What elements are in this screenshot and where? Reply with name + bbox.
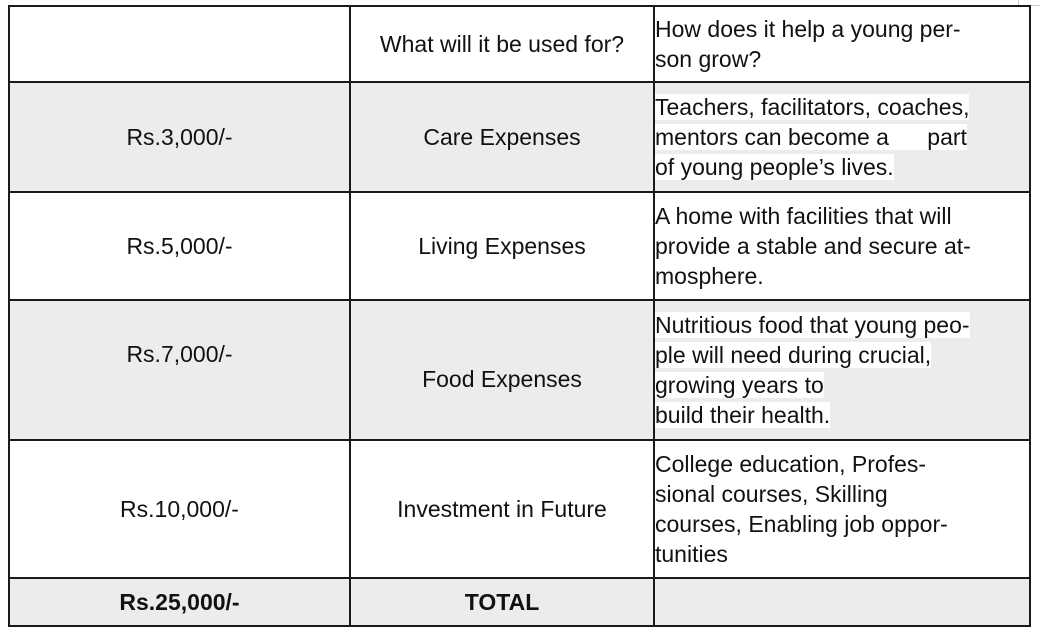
amount-cell: Rs.5,000/-: [9, 192, 350, 300]
donation-breakdown-table: [8, 5, 1031, 627]
table-row-food: [9, 300, 1030, 440]
benefit-cell: [654, 440, 1030, 578]
benefit-line: ple will need during crucial,: [655, 342, 932, 368]
header-benefit-line: How does it help a young per-: [655, 16, 961, 42]
table-header-row: [9, 6, 1030, 82]
table-total-row: [9, 578, 1030, 626]
benefit-line: sional courses, Skilling: [655, 481, 888, 507]
header-benefit-line: son grow?: [655, 46, 762, 72]
benefit-line: Teachers, facilitators, coaches,: [655, 94, 970, 120]
total-label-cell: TOTAL: [350, 578, 654, 626]
amount-cell: Rs.10,000/-: [9, 440, 350, 578]
amount-cell: [9, 82, 350, 192]
total-amount-cell: Rs.25,000/-: [9, 578, 350, 626]
amount-text: Rs.7,000/-: [126, 341, 233, 367]
benefit-line: mosphere.: [655, 263, 764, 289]
use-cell: Investment in Future: [350, 440, 654, 578]
benefit-line: growing years to: [655, 372, 824, 398]
amount-text: Rs.3,000/-: [126, 124, 233, 150]
total-benefit-cell: [654, 578, 1030, 626]
benefit-line: build their health.: [655, 402, 831, 428]
table-row-investment: [9, 440, 1030, 578]
table-row-living: [9, 192, 1030, 300]
benefit-cell: [654, 300, 1030, 440]
use-cell: Care Expenses: [350, 82, 654, 192]
amount-cell: [9, 300, 350, 440]
benefit-cell: [654, 82, 1030, 192]
benefit-line: A home with facilities that will: [655, 203, 952, 229]
use-cell: Living Expenses: [350, 192, 654, 300]
benefit-line: of young people’s lives.: [655, 154, 894, 180]
table-row-care: [9, 82, 1030, 192]
use-cell: [350, 300, 654, 440]
header-benefit-cell: [654, 6, 1030, 82]
benefit-line: tunities: [655, 541, 728, 567]
benefit-line: provide a stable and secure at-: [655, 233, 971, 259]
benefit-line: College education, Profes-: [655, 451, 927, 477]
use-text: Food Expenses: [422, 366, 582, 392]
benefit-line: Nutritious food that young peo-: [655, 312, 970, 338]
header-use-cell: What will it be used for?: [350, 6, 654, 82]
benefit-cell: [654, 192, 1030, 300]
benefit-line: mentors can become a part: [655, 124, 967, 150]
benefit-line: courses, Enabling job oppor-: [655, 511, 948, 537]
header-amount-cell: [9, 6, 350, 82]
